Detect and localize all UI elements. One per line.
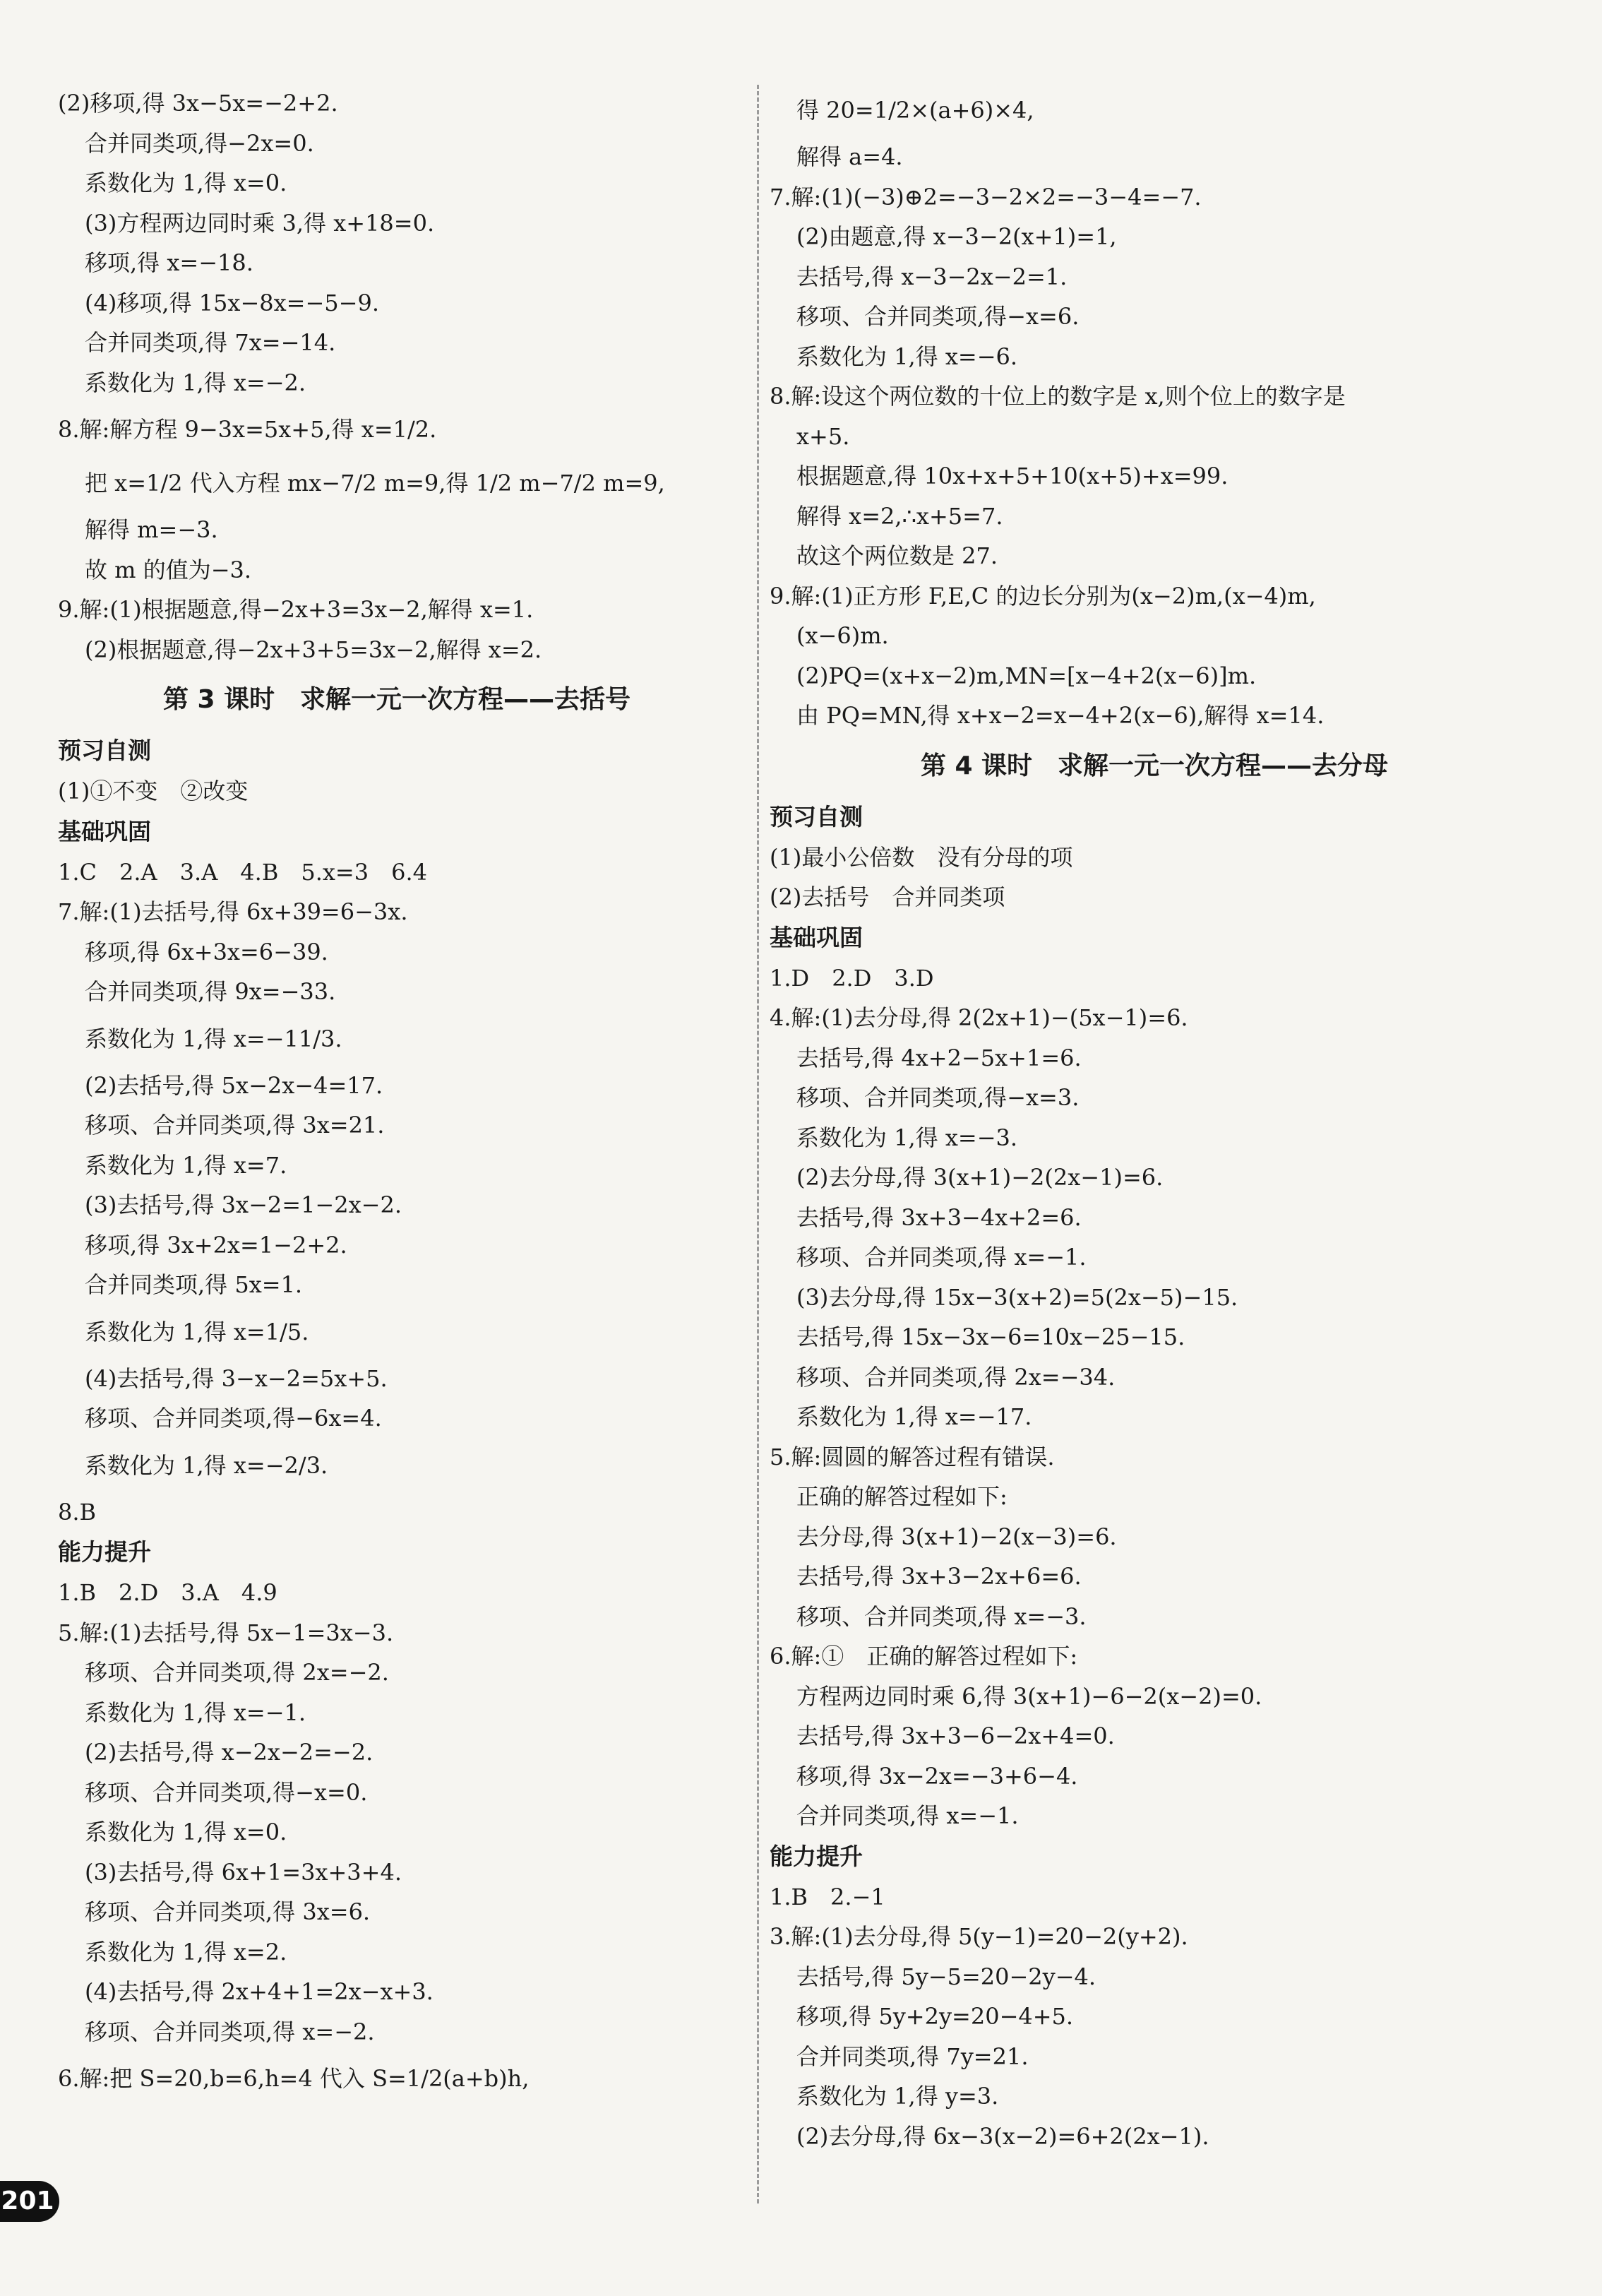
text-line: 方程两边同时乘 6,得 3(x+1)−6−2(x−2)=0.	[796, 1682, 1262, 1710]
text-line: (4)去括号,得 2x+4+1=2x−x+3.	[85, 1978, 434, 2005]
text-line: 移项、合并同类项,得 3x=6.	[85, 1898, 371, 1925]
text-line: 移项、合并同类项,得 2x=−2.	[85, 1659, 389, 1686]
text-line: 7.解:(1)去括号,得 6x+39=6−3x.	[58, 898, 408, 925]
text-line: 系数化为 1,得 x=−2/3.	[85, 1451, 328, 1479]
text-line: (3)去括号,得 6x+1=3x+3+4.	[85, 1858, 402, 1886]
text-line: 合并同类项,得 x=−1.	[796, 1802, 1019, 1829]
text-line: 去括号,得 x−3−2x−2=1.	[796, 263, 1068, 290]
text-line: (2)去分母,得 6x−3(x−2)=6+2(2x−1).	[796, 2122, 1209, 2150]
text-line: (3)方程两边同时乘 3,得 x+18=0.	[85, 209, 435, 237]
text-line: 解得 a=4.	[796, 143, 903, 170]
text-line: 移项,得 5y+2y=20−4+5.	[796, 2003, 1074, 2030]
text-line: 移项、合并同类项,得−x=6.	[796, 303, 1080, 330]
text-line: (2)PQ=(x+x−2)m,MN=[x−4+2(x−6)]m.	[796, 662, 1257, 689]
section-heading: 第 3 课时 求解一元一次方程——去括号	[162, 685, 631, 714]
text-line: 移项、合并同类项,得 2x=−34.	[796, 1363, 1116, 1391]
text-line: 系数化为 1,得 x=0.	[85, 1819, 287, 1845]
text-line: 故这个两位数是 27.	[796, 542, 998, 569]
text-line: 移项、合并同类项,得 x=−2.	[85, 2018, 375, 2045]
text-line: 移项、合并同类项,得−x=3.	[796, 1084, 1080, 1111]
text-line: (2)去括号,得 5x−2x−4=17.	[85, 1071, 383, 1099]
text-line: 合并同类项,得 5x=1.	[85, 1271, 303, 1298]
text-line: 5.解:圆圆的解答过程有错误.	[770, 1443, 1055, 1470]
text-line: 9.解:(1)根据题意,得−2x+3=3x−2,解得 x=1.	[58, 596, 534, 623]
text-line: 5.解:(1)去括号,得 5x−1=3x−3.	[58, 1619, 394, 1646]
text-line: 移项、合并同类项,得 x=−1.	[796, 1244, 1087, 1271]
text-line: (3)去分母,得 15x−3(x+2)=5(2x−5)−15.	[796, 1283, 1238, 1311]
text-line: 去括号,得 3x+3−4x+2=6.	[796, 1203, 1082, 1231]
text-line: 1.C 2.A 3.A 4.B 5.x=3 6.4	[58, 858, 427, 886]
text-line: (4)去括号,得 3−x−2=5x+5.	[85, 1364, 388, 1392]
text-line: (2)去括号 合并同类项	[770, 884, 1005, 910]
text-line: 去分母,得 3(x+1)−2(x−3)=6.	[796, 1523, 1117, 1550]
text-line: (2)去括号,得 x−2x−2=−2.	[85, 1739, 373, 1766]
text-line: 移项,得 3x+2x=1−2+2.	[85, 1231, 347, 1259]
text-line: 故 m 的值为−3.	[85, 556, 252, 583]
text-line: (3)去括号,得 3x−2=1−2x−2.	[85, 1191, 402, 1218]
text-line: (2)移项,得 3x−5x=−2+2.	[58, 90, 338, 117]
text-line: 8.解:设这个两位数的十位上的数字是 x,则个位上的数字是	[770, 383, 1346, 410]
section-heading: 第 4 课时 求解一元一次方程——去分母	[920, 751, 1389, 780]
text-line: 去括号,得 15x−3x−6=10x−25−15.	[796, 1324, 1185, 1350]
subsection-title: 基础巩固	[770, 923, 863, 951]
text-line: 8.解:解方程 9−3x=5x+5,得 x=1/2.	[58, 416, 437, 443]
text-line: (4)移项,得 15x−8x=−5−9.	[85, 289, 379, 316]
text-line: 系数化为 1,得 x=1/5.	[85, 1318, 309, 1345]
subsection-title: 预习自测	[58, 737, 151, 764]
page-number-badge: 201	[0, 2181, 59, 2222]
text-line: 系数化为 1,得 x=−6.	[796, 343, 1018, 370]
text-line: 系数化为 1,得 x=−3.	[796, 1124, 1018, 1151]
text-line: 1.D 2.D 3.D	[770, 964, 934, 992]
text-line: (x−6)m.	[796, 622, 889, 649]
text-line: 根据题意,得 10x+x+5+10(x+5)+x=99.	[796, 463, 1229, 489]
text-line: 1.B 2.−1	[770, 1883, 885, 1910]
text-line: 6.解:把 S=20,b=6,h=4 代入 S=1/2(a+b)h,	[58, 2065, 530, 2092]
text-line: (2)由题意,得 x−3−2(x+1)=1,	[796, 223, 1117, 250]
subsection-title: 基础巩固	[58, 817, 151, 845]
text-line: 合并同类项,得 9x=−33.	[85, 978, 336, 1005]
text-line: 移项、合并同类项,得 x=−3.	[796, 1602, 1087, 1630]
text-line: 去括号,得 3x+3−6−2x+4=0.	[796, 1723, 1115, 1749]
text-line: (1)①不变 ②改变	[58, 778, 249, 804]
subsection-title: 能力提升	[770, 1842, 863, 1870]
text-line: 系数化为 1,得 x=−2.	[85, 369, 306, 396]
text-line: 去括号,得 5y−5=20−2y−4.	[796, 1963, 1096, 1990]
text-line: 3.解:(1)去分母,得 5(y−1)=20−2(y+2).	[770, 1923, 1188, 1950]
text-line: 系数化为 1,得 x=−17.	[796, 1403, 1032, 1430]
text-line: 1.B 2.D 3.A 4.9	[58, 1579, 277, 1606]
text-line: 移项,得 6x+3x=6−39.	[85, 938, 328, 965]
right-column	[770, 83, 1539, 2156]
text-line: 系数化为 1,得 y=3.	[796, 2083, 999, 2110]
text-line: 移项、合并同类项,得−x=0.	[85, 1778, 368, 1806]
text-line: 移项、合并同类项,得−6x=4.	[85, 1405, 382, 1432]
text-line: 系数化为 1,得 x=0.	[85, 169, 287, 196]
text-line: 合并同类项,得 7x=−14.	[85, 329, 336, 356]
text-line: 9.解:(1)正方形 F,E,C 的边长分别为(x−2)m,(x−4)m,	[770, 582, 1316, 609]
text-line: 去括号,得 4x+2−5x+1=6.	[796, 1044, 1082, 1071]
text-line: 移项,得 x=−18.	[85, 249, 253, 276]
text-line: 4.解:(1)去分母,得 2(2x+1)−(5x−1)=6.	[770, 1004, 1188, 1031]
text-line: 系数化为 1,得 x=−11/3.	[85, 1025, 342, 1052]
text-line: 解得 x=2,∴x+5=7.	[796, 502, 1003, 530]
text-line: 移项、合并同类项,得 3x=21.	[85, 1112, 385, 1138]
text-line: (1)最小公倍数 没有分母的项	[770, 843, 1073, 871]
subsection-title: 预习自测	[770, 802, 863, 831]
left-column	[58, 83, 736, 2105]
text-line: 得 20=1/2×(a+6)×4,	[796, 97, 1034, 124]
text-line: 移项,得 3x−2x=−3+6−4.	[796, 1762, 1078, 1790]
text-line: (2)根据题意,得−2x+3+5=3x−2,解得 x=2.	[85, 636, 542, 663]
text-line: 6.解:① 正确的解答过程如下:	[770, 1643, 1078, 1670]
text-line: 解得 m=−3.	[85, 516, 218, 543]
text-line: 把 x=1/2 代入方程 mx−7/2 m=9,得 1/2 m−7/2 m=9,	[85, 470, 665, 496]
text-line: 系数化为 1,得 x=7.	[85, 1151, 287, 1179]
text-line: 合并同类项,得−2x=0.	[85, 129, 314, 157]
text-line: 由 PQ=MN,得 x+x−2=x−4+2(x−6),解得 x=14.	[796, 702, 1325, 729]
text-line: 7.解:(1)(−3)⊕2=−3−2×2=−3−4=−7.	[770, 183, 1202, 210]
column-divider	[757, 85, 759, 2203]
text-line: 系数化为 1,得 x=2.	[85, 1938, 287, 1965]
text-line: 系数化为 1,得 x=−1.	[85, 1699, 306, 1726]
text-line: 正确的解答过程如下:	[796, 1483, 1008, 1510]
text-line: x+5.	[796, 422, 850, 450]
text-line: 合并同类项,得 7y=21.	[796, 2042, 1029, 2070]
text-line: (2)去分母,得 3(x+1)−2(2x−1)=6.	[796, 1164, 1164, 1191]
text-line: 8.B	[58, 1498, 97, 1525]
subsection-title: 能力提升	[58, 1538, 151, 1566]
text-line: 去括号,得 3x+3−2x+6=6.	[796, 1563, 1082, 1590]
